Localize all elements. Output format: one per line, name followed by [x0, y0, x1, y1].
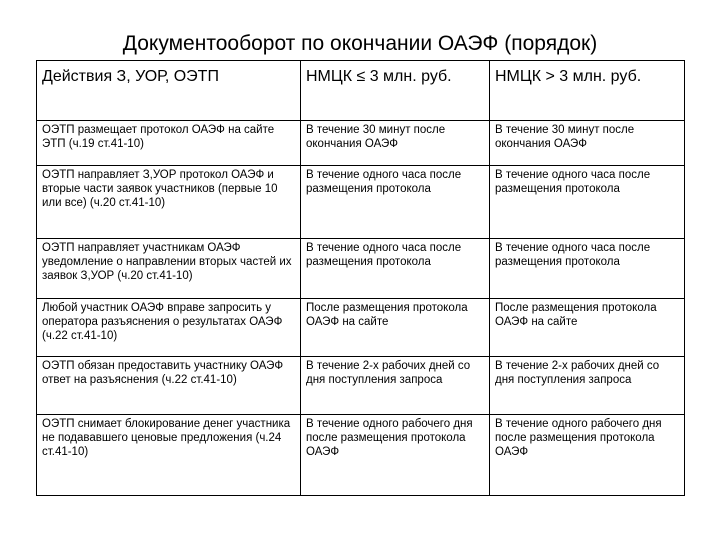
procedure-table: [36, 60, 685, 496]
action-cell: ОЭТП направляет участникам ОАЭФ уведомление о направлении вторых частей их заявок З,УОР (ч.20 ст.41-10): [37, 239, 301, 299]
table-row: [37, 121, 685, 166]
table-header-row: [37, 61, 685, 121]
deadline-le-3mln-cell: В течение одного часа после размещения протокола: [301, 239, 490, 299]
deadline-gt-3mln-cell: В течение одного рабочего дня после размещения протокола ОАЭФ: [490, 415, 685, 496]
column-header-actions: Действия З, УОР, ОЭТП: [37, 61, 301, 121]
deadline-gt-3mln-cell: После размещения протокола ОАЭФ на сайте: [490, 299, 685, 357]
deadline-le-3mln-cell: В течение 30 минут после окончания ОАЭФ: [301, 121, 490, 166]
deadline-le-3mln-cell: В течение одного рабочего дня после размещения протокола ОАЭФ: [301, 415, 490, 496]
table-row: [37, 357, 685, 415]
deadline-le-3mln-cell: В течение 2-х рабочих дней со дня поступления запроса: [301, 357, 490, 415]
column-header-nmck-gt-3mln: НМЦК > 3 млн. руб.: [490, 61, 685, 121]
deadline-le-3mln-cell: В течение одного часа после размещения протокола: [301, 166, 490, 239]
deadline-gt-3mln-cell: В течение 30 минут после окончания ОАЭФ: [490, 121, 685, 166]
table-row: [37, 299, 685, 357]
table-row: [37, 239, 685, 299]
deadline-le-3mln-cell: После размещения протокола ОАЭФ на сайте: [301, 299, 490, 357]
action-cell: ОЭТП снимает блокирование денег участника не подававшего ценовые предложения (ч.24 ст.41-10): [37, 415, 301, 496]
table-row: [37, 166, 685, 239]
action-cell: ОЭТП обязан предоставить участнику ОАЭФ ответ на разъяснения (ч.22 ст.41-10): [37, 357, 301, 415]
column-header-nmck-le-3mln: НМЦК ≤ 3 млн. руб.: [301, 61, 490, 121]
deadline-gt-3mln-cell: В течение одного часа после размещения протокола: [490, 239, 685, 299]
action-cell: ОЭТП размещает протокол ОАЭФ на сайте ЭТП (ч.19 ст.41-10): [37, 121, 301, 166]
action-cell: Любой участник ОАЭФ вправе запросить у оператора разъяснения о результатах ОАЭФ (ч.22 ст.41-10): [37, 299, 301, 357]
page-title: Документооборот по окончании ОАЭФ (порядок): [122, 32, 598, 55]
action-cell: ОЭТП направляет З,УОР протокол ОАЭФ и вторые части заявок участников (первые 10 или все) (ч.20 ст.41-10): [37, 166, 301, 239]
deadline-gt-3mln-cell: В течение 2-х рабочих дней со дня поступления запроса: [490, 357, 685, 415]
deadline-gt-3mln-cell: В течение одного часа после размещения протокола: [490, 166, 685, 239]
table-row: [37, 415, 685, 496]
